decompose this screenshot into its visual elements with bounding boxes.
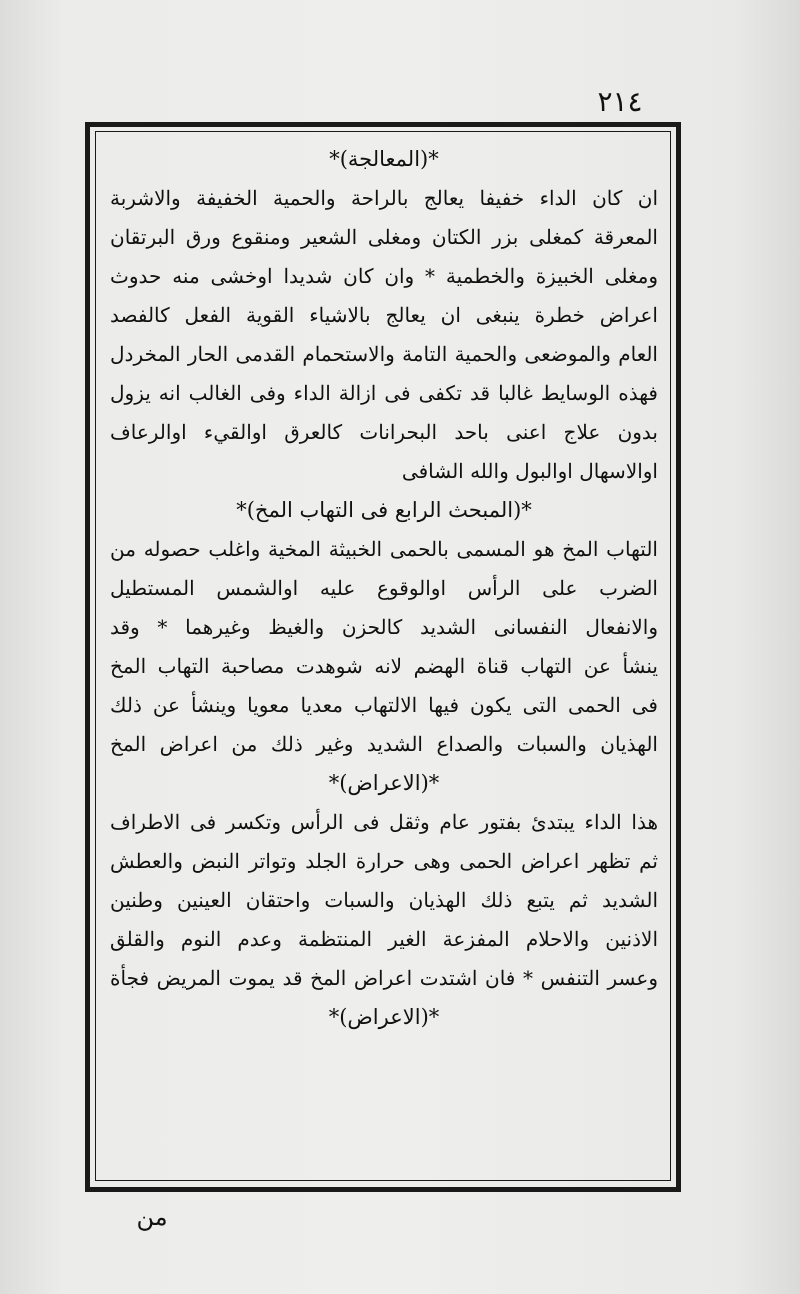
- text-line: الاذنين والاحلام المفزعة الغير المنتظمة وعدم النوم والقلق: [110, 927, 658, 951]
- text-line: هذا الداء يبتدئ بفتور عام وثقل فى الرأس وتكسر فى الاطراف: [110, 810, 658, 834]
- section-heading: *(المبحث الرابع فى التهاب المخ)*: [236, 498, 532, 522]
- section-heading: *(الاعراض)*: [328, 771, 440, 795]
- text-line: الهذيان والسبات والصداع الشديد وغير ذلك من اعراض المخ: [110, 732, 658, 756]
- catchword: من: [136, 1203, 168, 1231]
- text-line: التهاب المخ هو المسمى بالحمى الخبيثة المخية واغلب حصوله من: [110, 537, 658, 561]
- text-block: [110, 140, 658, 1037]
- text-line: ثم تظهر اعراض الحمى وهى حرارة الجلد وتواتر النبض والعطش: [110, 849, 658, 873]
- text-line: الضرب على الرأس اوالوقوع عليه اوالشمس المستطيل: [110, 576, 658, 600]
- text-line: بدون علاج اعنى باحد البحرانات كالعرق اوالقيء اوالرعاف: [110, 420, 658, 444]
- text-line: فهذه الوسايط غالبا قد تكفى فى ازالة الداء وفى الغالب انه يزول: [110, 381, 658, 405]
- text-line: اعراض خطرة ينبغى ان يعالج بالاشياء القوية الفعل كالفصد: [110, 303, 658, 327]
- text-line: ان كان الداء خفيفا يعالج بالراحة والحمية الخفيفة والاشربة: [110, 186, 658, 210]
- text-line: ومغلى الخبيزة والخطمية * وان كان شديدا اوخشى منه حدوث: [110, 264, 658, 288]
- text-line: والانفعال النفسانى الشديد كالحزن والغيظ وغيرهما * وقد: [110, 615, 658, 639]
- text-line: فى الحمى التى يكون فيها الالتهاب معديا معويا وينشأ عن ذلك: [110, 693, 658, 717]
- text-line: وعسر التنفس * فان اشتدت اعراض المخ قد يموت المريض فجأة: [110, 966, 658, 990]
- section-heading: *(المعالجة)*: [329, 147, 439, 171]
- text-line: ينشأ عن التهاب قناة الهضم لانه شوهدت مصاحبة التهاب المخ: [110, 654, 658, 678]
- page-number: ٢١٤: [597, 85, 643, 118]
- section-heading: *(الاعراض)*: [328, 1005, 440, 1029]
- text-line: الشديد ثم يتبع ذلك الهذيان والسبات واحتقان العينين وطنين: [110, 888, 658, 912]
- text-line: اوالاسهال اوالبول والله الشافى: [401, 459, 658, 483]
- text-line: المعرقة كمغلى بزر الكتان ومغلى الشعير ومنقوع ورق البرتقان: [110, 225, 658, 249]
- text-line: العام والموضعى والحمية التامة والاستحمام القدمى الحار المخردل: [110, 342, 658, 366]
